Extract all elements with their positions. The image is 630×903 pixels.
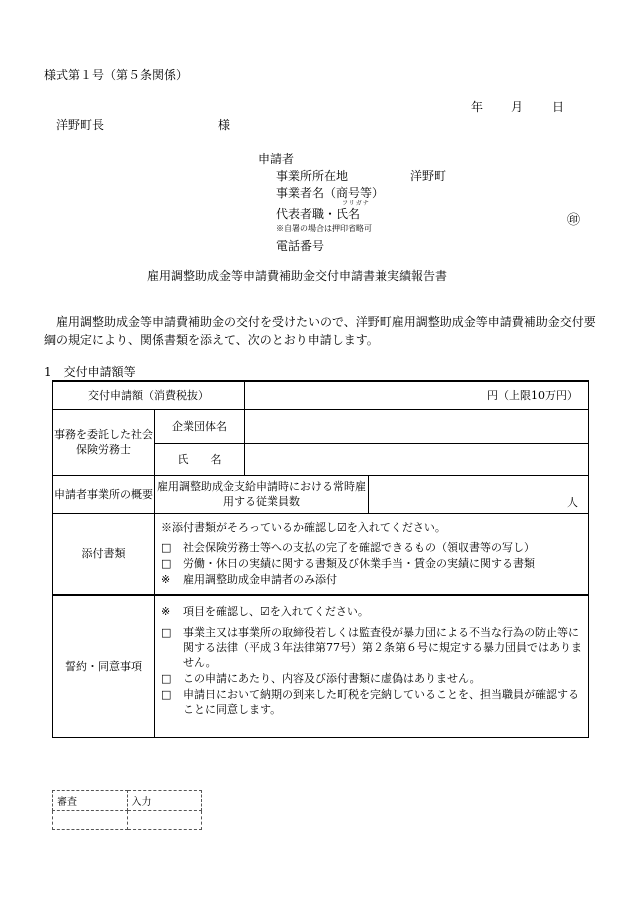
rep-furigana: フリガナ [342, 200, 370, 207]
attach-note: ※ 雇用調整助成金申請者のみ添付 [161, 572, 337, 586]
date-year: 年 [471, 100, 484, 114]
amount-label: 交付申請額（消費税抜） [53, 381, 245, 409]
overview-row [53, 475, 589, 513]
business-name-label: 事業者名（商号等） [276, 186, 385, 200]
employees-field[interactable]: 人 [369, 475, 589, 513]
name-label: 氏 名 [155, 443, 245, 475]
attach-item[interactable]: □ 労働・休日の実績に関する書類及び休業手当・賃金の実績に関する書類 [161, 556, 535, 570]
checkbox-icon[interactable]: □ [161, 626, 172, 639]
name-field[interactable] [245, 443, 589, 475]
addressee-honorific: 様 [218, 118, 231, 132]
pledge-cell [155, 595, 589, 737]
checkbox-icon[interactable]: □ [161, 688, 172, 701]
attach-label: 添付書類 [53, 513, 155, 595]
attach-cell [155, 513, 589, 595]
seal-note: ※自署の場合は押印省略可 [276, 224, 372, 233]
addressee-name: 洋野町長 [56, 118, 105, 132]
body-text: 雇用調整助成金等申請費補助金の交付を受けたいので、洋野町雇用調整助成金等申請費補助金交付要綱の規定により、関係書類を添えて、次のとおり申請します。 [44, 315, 596, 347]
pledge-lead: ※ 項目を確認し、☑を入れてください。 [161, 605, 369, 618]
date-day: 日 [552, 100, 565, 114]
pledge-item[interactable]: □ 申請日において納期の到来した町税を完納していることを、担当職員が確認することに同意します。 [161, 688, 579, 716]
pledge-row [53, 595, 589, 737]
review-check-label: 審査 [53, 791, 128, 811]
note-mark: ※ [161, 605, 171, 618]
application-table [52, 380, 589, 738]
address-value: 洋野町 [410, 169, 447, 183]
date-month: 月 [511, 100, 524, 114]
pledge-label: 誓約・同意事項 [53, 595, 155, 737]
employees-label: 雇用調整助成金支給申請時における常時雇用する従業員数 [155, 475, 369, 513]
pledge-item[interactable]: □ 事業主又は事業所の取締役若しくは監査役が暴力団による不当な行為の防止等に関する法律（平成３年法律第77号）第２条第６号に規定する暴力団員ではありません。 [161, 626, 582, 669]
address-label: 事業所所在地 [276, 169, 349, 183]
checkbox-icon[interactable]: □ [161, 540, 172, 554]
amount-field[interactable]: 円（上限10万円） [245, 381, 589, 409]
attach-lead: ※添付書類がそろっているか確認し☑を入れてください。 [161, 520, 446, 534]
applicant-heading: 申請者 [258, 152, 295, 166]
review-check-field[interactable] [53, 811, 128, 830]
phone-label: 電話番号 [276, 239, 325, 253]
sharoushi-label: 事務を委託した社会保険労務士 [53, 409, 155, 475]
attachments-row [53, 513, 589, 595]
seal-mark: ㊞ [567, 213, 581, 228]
document-title: 雇用調整助成金等申請費補助金交付申請書兼実績報告書 [147, 269, 448, 283]
overview-label: 申請者事業所の概要 [53, 475, 155, 513]
checkbox-icon[interactable]: □ [161, 556, 172, 570]
section-heading: 1 交付申請額等 [44, 365, 136, 379]
form-number: 様式第１号（第５条関係） [44, 68, 189, 82]
review-box [52, 790, 202, 830]
checkbox-icon[interactable]: □ [161, 672, 172, 685]
company-field[interactable] [245, 409, 589, 443]
review-input-label: 入力 [127, 791, 202, 811]
sharoushi-company-row [53, 409, 589, 443]
rep-label: 代表者職・氏名 [276, 207, 361, 221]
review-input-field[interactable] [127, 811, 202, 830]
attach-item[interactable]: □ 社会保険労務士等への支払の完了を確認できるもの（領収書等の写し） [161, 540, 535, 554]
company-label: 企業団体名 [155, 409, 245, 443]
pledge-item[interactable]: □ この申請にあたり、内容及び添付書類に虚偽はありません。 [161, 672, 481, 685]
amount-row [53, 381, 589, 409]
note-mark: ※ [161, 572, 171, 586]
